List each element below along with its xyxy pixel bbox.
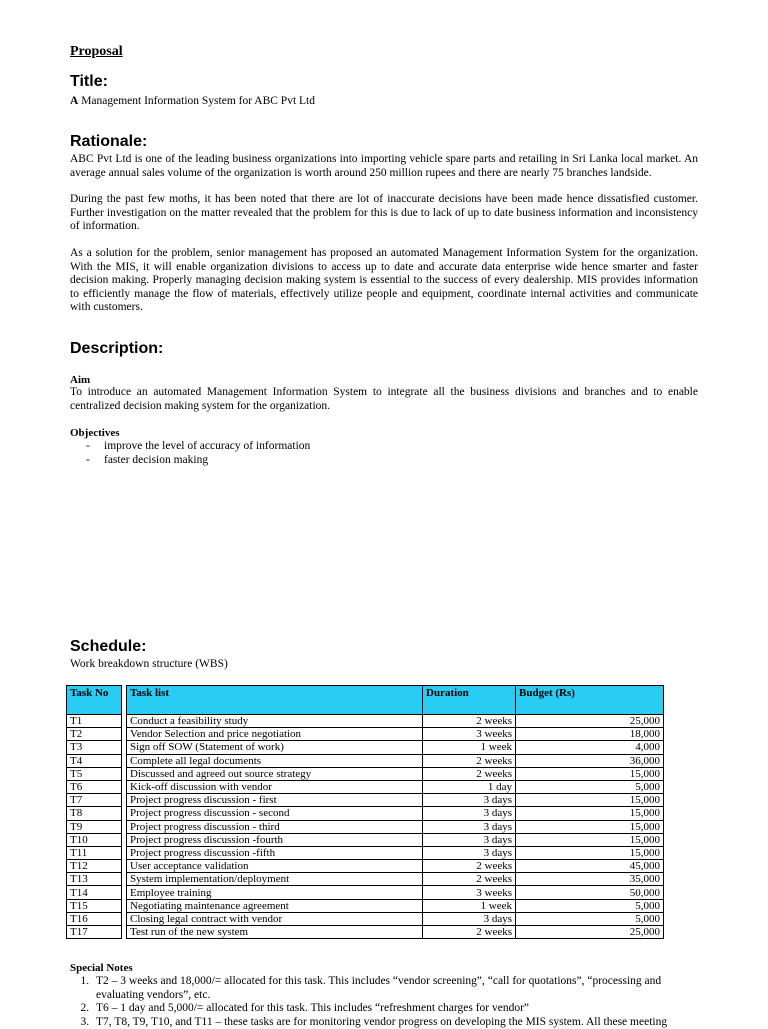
cell-task-no: T6 (67, 780, 122, 793)
special-notes-heading: Special Notes (70, 962, 133, 974)
cell-task-no: T3 (67, 741, 122, 754)
cell-duration: 2 weeks (423, 873, 516, 886)
objective-item: - faster decision making (86, 454, 209, 466)
cell-budget: 15,000 (516, 794, 664, 807)
table-row (67, 820, 664, 833)
cell-task-list: System implementation/deployment (127, 873, 423, 886)
cell-budget: 5,000 (516, 780, 664, 793)
table-header-row (67, 686, 664, 715)
special-notes-list (70, 975, 704, 1029)
cell-duration: 3 weeks (423, 728, 516, 741)
cell-duration: 2 weeks (423, 767, 516, 780)
cell-duration: 3 days (423, 912, 516, 925)
table-row (67, 899, 664, 912)
table-row (67, 728, 664, 741)
rationale-paragraph-1: ABC Pvt Ltd is one of the leading business organizations into importing vehicle spare parts and retailing in Sri Lanka local market. An average annual sales volume of the organization is worth around 250 million rupees and there are nearly 75 branches landside. (70, 153, 698, 179)
cell-task-no: T17 (67, 926, 122, 939)
table-row (67, 754, 664, 767)
header-duration: Duration (423, 686, 516, 715)
table-row (67, 886, 664, 899)
cell-task-list: Sign off SOW (Statement of work) (127, 741, 423, 754)
cell-task-no: T10 (67, 833, 122, 846)
cell-duration: 3 weeks (423, 886, 516, 899)
table-row (67, 846, 664, 859)
title-body: Management Information System for ABC Pvt Ltd (81, 95, 315, 107)
description-heading: Description: (70, 340, 164, 357)
cell-duration: 3 days (423, 846, 516, 859)
header-task-list: Task list (127, 686, 423, 715)
cell-budget: 15,000 (516, 833, 664, 846)
rationale-heading: Rationale: (70, 133, 148, 150)
cell-budget: 35,000 (516, 873, 664, 886)
cell-budget: 36,000 (516, 754, 664, 767)
cell-task-no: T9 (67, 820, 122, 833)
cell-budget: 25,000 (516, 715, 664, 728)
cell-duration: 3 days (423, 807, 516, 820)
note-item: 1. T2 – 3 weeks and 18,000/= allocated for this task. This includes “vendor screening”, “call for quotations”, “processing and evaluating vendors”, etc. (92, 975, 704, 1002)
cell-budget: 50,000 (516, 886, 664, 899)
title-text (70, 95, 315, 107)
aim-label: Aim (70, 374, 91, 386)
cell-duration: 3 days (423, 833, 516, 846)
cell-duration: 2 weeks (423, 926, 516, 939)
cell-duration: 2 weeks (423, 860, 516, 873)
title-prefix: A (70, 95, 79, 107)
cell-task-list: Conduct a feasibility study (127, 715, 423, 728)
cell-task-list: Employee training (127, 886, 423, 899)
cell-task-no: T11 (67, 846, 122, 859)
cell-task-no: T2 (67, 728, 122, 741)
cell-task-no: T4 (67, 754, 122, 767)
cell-task-list: Complete all legal documents (127, 754, 423, 767)
cell-duration: 3 days (423, 794, 516, 807)
table-row (67, 860, 664, 873)
objective-text: improve the level of accuracy of information (104, 440, 311, 452)
cell-task-list: Negotiating maintenance agreement (127, 899, 423, 912)
schedule-heading: Schedule: (70, 638, 147, 655)
table-row (67, 833, 664, 846)
objective-text: faster decision making (104, 454, 209, 466)
table-row (67, 780, 664, 793)
wbs-table-body (67, 715, 664, 939)
wbs-table (66, 685, 664, 939)
header-budget: Budget (Rs) (516, 686, 664, 715)
cell-task-no: T8 (67, 807, 122, 820)
cell-budget: 45,000 (516, 860, 664, 873)
cell-task-list: Project progress discussion - second (127, 807, 423, 820)
cell-budget: 5,000 (516, 899, 664, 912)
table-row (67, 926, 664, 939)
rationale-paragraph-2: During the past few moths, it has been noted that there are lot of inaccurate decisions have been made hence dissatisfied customer. Further investigation on the matter revealed that the problem for this is due to lack of up to date business information and inconsistency of information. (70, 193, 698, 233)
note-item: 2. T6 – 1 day and 5,000/= allocated for this task. This includes “refreshment charges for vendor” (92, 1002, 704, 1016)
note-item: 3. T7, T8, T9, T10, and T11 – these tasks are for monitoring vendor progress on developing the MIS system. All these meeting (92, 1016, 704, 1029)
cell-budget: 5,000 (516, 912, 664, 925)
cell-task-list: Vendor Selection and price negotiation (127, 728, 423, 741)
table-row (67, 873, 664, 886)
cell-task-list: Test run of the new system (127, 926, 423, 939)
table-row (67, 912, 664, 925)
table-row (67, 715, 664, 728)
cell-task-list: Project progress discussion -fourth (127, 833, 423, 846)
cell-task-list: Closing legal contract with vendor (127, 912, 423, 925)
table-row (67, 741, 664, 754)
cell-task-list: Project progress discussion - first (127, 794, 423, 807)
cell-task-no: T5 (67, 767, 122, 780)
schedule-subtitle: Work breakdown structure (WBS) (70, 658, 228, 670)
cell-duration: 2 weeks (423, 715, 516, 728)
table-row (67, 807, 664, 820)
cell-duration: 1 day (423, 780, 516, 793)
cell-task-no: T15 (67, 899, 122, 912)
cell-budget: 4,000 (516, 741, 664, 754)
rationale-paragraph-3: As a solution for the problem, senior management has proposed an automated Management Information System for the organization. With the MIS, it will enable organization divisions to access up to date and accurate data enterprise wide hence smarter and faster decision making. Properly managing decision making system is essential to the success of every dealership. MIS provides information to efficiently manage the flow of materials, effectively utilize people and equipment, coordinate internal activities and communicate with customers. (70, 247, 698, 314)
cell-duration: 2 weeks (423, 754, 516, 767)
cell-task-list: Project progress discussion -fifth (127, 846, 423, 859)
objectives-label: Objectives (70, 427, 120, 439)
cell-duration: 3 days (423, 820, 516, 833)
cell-task-no: T7 (67, 794, 122, 807)
cell-task-list: Project progress discussion - third (127, 820, 423, 833)
cell-task-list: Discussed and agreed out source strategy (127, 767, 423, 780)
cell-task-no: T16 (67, 912, 122, 925)
title-heading: Title: (70, 73, 108, 90)
cell-budget: 15,000 (516, 807, 664, 820)
table-row (67, 794, 664, 807)
cell-task-no: T14 (67, 886, 122, 899)
cell-budget: 15,000 (516, 846, 664, 859)
cell-budget: 25,000 (516, 926, 664, 939)
cell-task-list: User acceptance validation (127, 860, 423, 873)
proposal-label: Proposal (70, 44, 123, 59)
cell-duration: 1 week (423, 899, 516, 912)
table-row (67, 767, 664, 780)
cell-task-list: Kick-off discussion with vendor (127, 780, 423, 793)
cell-budget: 15,000 (516, 767, 664, 780)
cell-task-no: T12 (67, 860, 122, 873)
objective-item: - improve the level of accuracy of information (86, 440, 311, 452)
cell-duration: 1 week (423, 741, 516, 754)
cell-budget: 18,000 (516, 728, 664, 741)
aim-text: To introduce an automated Management Information System to integrate all the business divisions and branches and to enable centralized decision making system for the organization. (70, 386, 698, 412)
cell-budget: 15,000 (516, 820, 664, 833)
cell-task-no: T13 (67, 873, 122, 886)
cell-task-no: T1 (67, 715, 122, 728)
header-task-no: Task No (67, 686, 122, 715)
